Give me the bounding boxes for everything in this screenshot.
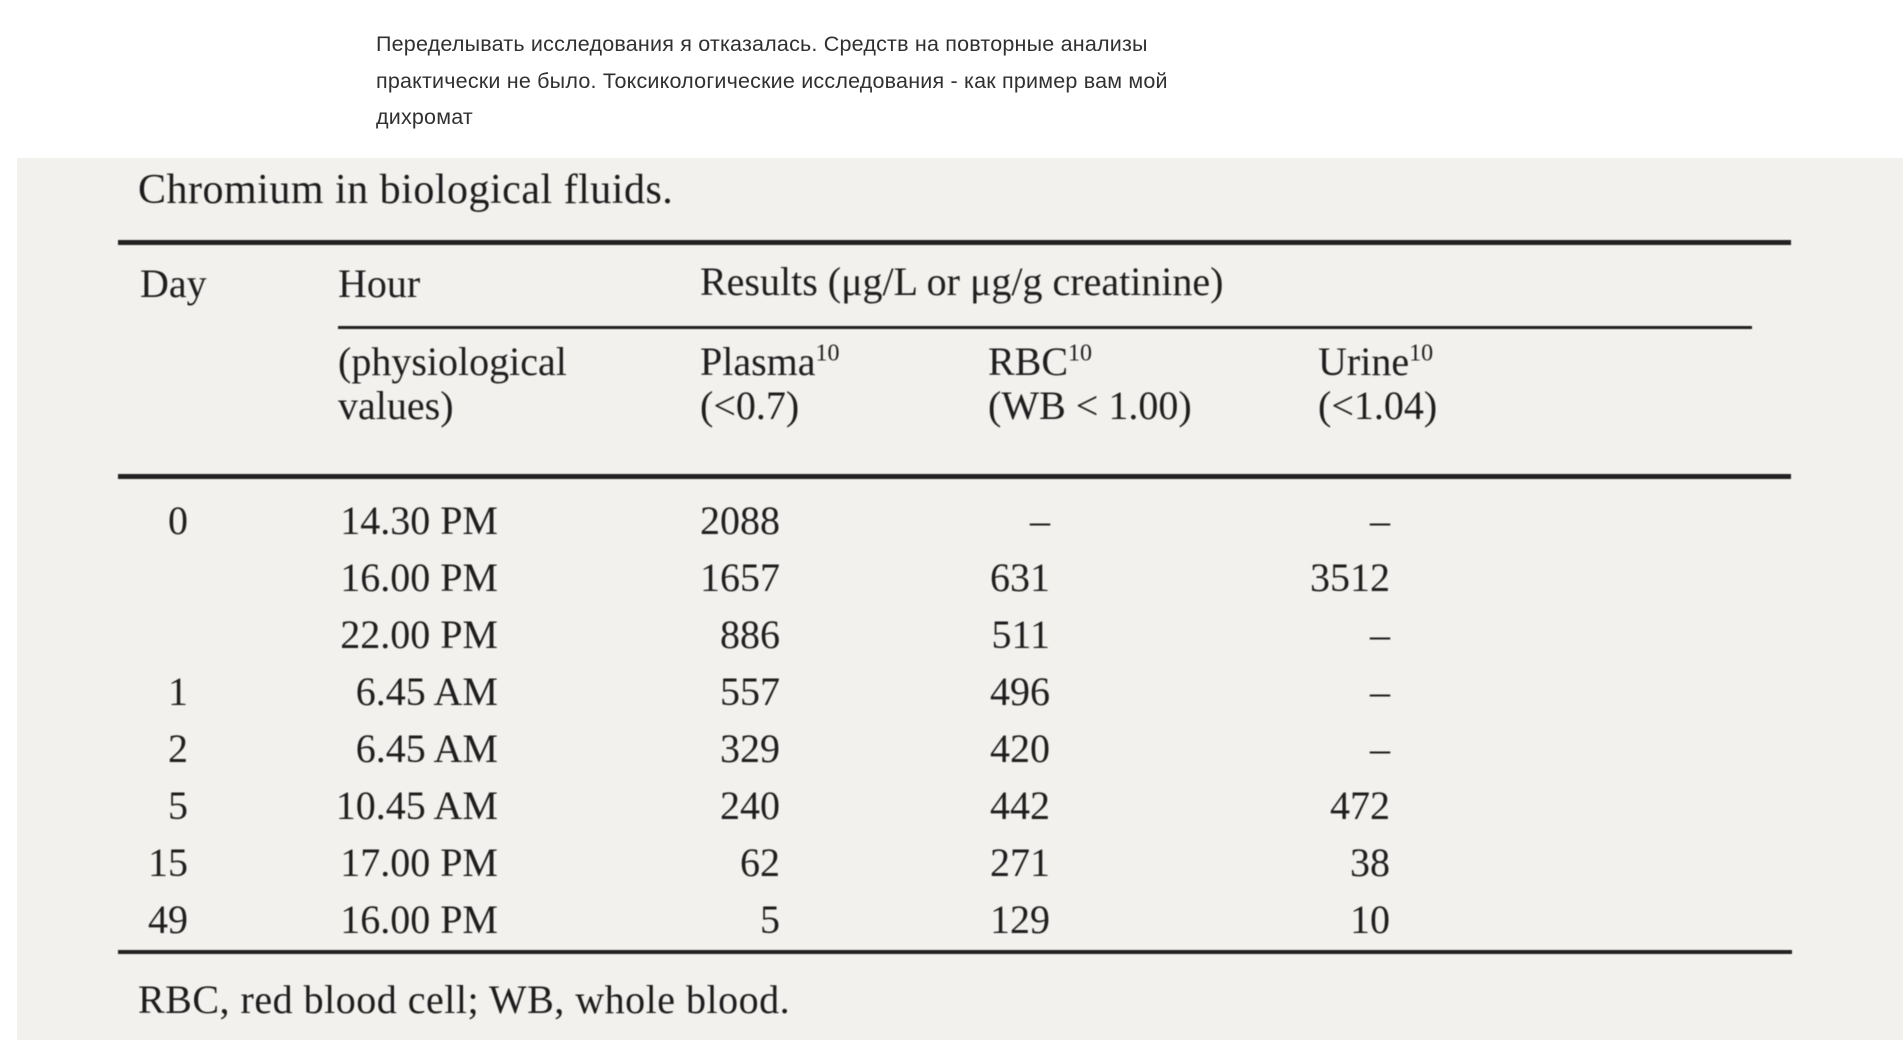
table-row	[118, 777, 1791, 834]
reference-superscript: 10	[1409, 340, 1434, 367]
cell-spacer	[1390, 891, 1791, 948]
table-row	[118, 549, 1791, 606]
cell-hour: 6.45 AM	[355, 669, 498, 714]
cell-urine: 472	[1330, 783, 1390, 828]
subheader-line	[700, 340, 840, 384]
table-row	[118, 834, 1791, 891]
cell-plasma: 329	[720, 726, 780, 771]
cell-spacer	[1390, 663, 1791, 720]
cell-hour: 16.00 PM	[340, 555, 498, 600]
table-row	[118, 606, 1791, 663]
cell-rbc: 631	[990, 555, 1050, 600]
cell-rbc: 420	[990, 726, 1050, 771]
cell-day: 49	[148, 897, 188, 942]
col-subheader-urine	[1318, 340, 1437, 428]
cell-day: 0	[168, 498, 188, 543]
cell-plasma: 886	[720, 612, 780, 657]
cell-urine: –	[1370, 726, 1390, 771]
physiological-range: (<0.7)	[700, 383, 800, 428]
cell-plasma: 240	[720, 783, 780, 828]
col-subheader-plasma	[700, 340, 840, 428]
cell-hour: 16.00 PM	[340, 897, 498, 942]
cell-plasma: 1657	[700, 555, 780, 600]
cell-rbc: –	[1030, 498, 1050, 543]
subheader-line: values)	[338, 383, 454, 428]
results-span-rule	[338, 326, 1752, 329]
cell-rbc: 511	[991, 612, 1050, 657]
quote-line: Переделывать исследования я отказалась. Средств на повторные анализы	[376, 32, 1148, 56]
cell-hour: 22.00 PM	[340, 612, 498, 657]
cell-urine: –	[1370, 498, 1390, 543]
table-body	[118, 492, 1791, 948]
table-title: Chromium in biological fluids.	[138, 167, 674, 213]
cell-spacer	[1390, 492, 1791, 549]
cell-hour: 17.00 PM	[340, 840, 498, 885]
col-subheader-hour	[338, 340, 567, 428]
col-header-results: Results (μg/L or μg/g creatinine)	[700, 259, 1224, 304]
cell-day	[118, 606, 188, 663]
table-row	[118, 891, 1791, 948]
reference-superscript: 10	[1068, 340, 1093, 367]
cell-day: 15	[148, 840, 188, 885]
cell-rbc: 129	[990, 897, 1050, 942]
cell-hour: 14.30 PM	[340, 498, 498, 543]
cell-spacer	[1390, 549, 1791, 606]
cell-rbc: 271	[990, 840, 1050, 885]
subheader-line	[988, 340, 1192, 384]
quote-line: дихромат	[376, 105, 473, 129]
cell-spacer	[1390, 834, 1791, 891]
reference-superscript: 10	[815, 340, 840, 367]
cell-hour: 10.45 AM	[335, 783, 498, 828]
cell-urine: 38	[1350, 840, 1390, 885]
quote-line: практически не было. Токсикологические исследования - как пример вам мой	[376, 68, 1168, 93]
table-scan-content	[17, 158, 1903, 1040]
cell-urine: 10	[1350, 897, 1390, 942]
column-name: RBC	[988, 339, 1069, 384]
col-header-day: Day	[140, 261, 207, 306]
cell-day: 2	[168, 726, 188, 771]
quote-text-block	[376, 26, 1168, 136]
cell-hour: 6.45 AM	[355, 726, 498, 771]
column-name: Urine	[1318, 339, 1410, 384]
table-row	[118, 720, 1791, 777]
col-subheader-rbc	[988, 340, 1192, 428]
table-row	[118, 492, 1791, 549]
table-top-rule	[118, 240, 1791, 245]
cell-plasma: 62	[740, 840, 780, 885]
cell-plasma: 557	[720, 669, 780, 714]
subheader-line: (physiological	[338, 339, 567, 384]
cell-spacer	[1390, 606, 1791, 663]
col-header-hour: Hour	[338, 261, 421, 306]
physiological-range: (WB < 1.00)	[988, 383, 1192, 428]
cell-day: 1	[168, 669, 188, 714]
cell-day: 5	[168, 783, 188, 828]
table-bottom-rule	[118, 950, 1792, 954]
column-name: Plasma	[700, 339, 816, 384]
cell-urine: –	[1370, 612, 1390, 657]
header-body-separator-rule	[118, 474, 1791, 479]
cell-rbc: 442	[990, 783, 1050, 828]
cell-day	[118, 549, 188, 606]
physiological-range: (<1.04)	[1318, 383, 1438, 428]
table-row	[118, 663, 1791, 720]
subheader-line	[1318, 340, 1437, 384]
cell-plasma: 5	[760, 897, 780, 942]
table-footnote: RBC, red blood cell; WB, whole blood.	[138, 977, 791, 1022]
table-scan-image	[17, 158, 1903, 1040]
cell-spacer	[1390, 777, 1791, 834]
cell-plasma: 2088	[700, 498, 780, 543]
cell-spacer	[1390, 720, 1791, 777]
cell-urine: –	[1370, 669, 1390, 714]
cell-urine: 3512	[1310, 555, 1390, 600]
cell-rbc: 496	[990, 669, 1050, 714]
